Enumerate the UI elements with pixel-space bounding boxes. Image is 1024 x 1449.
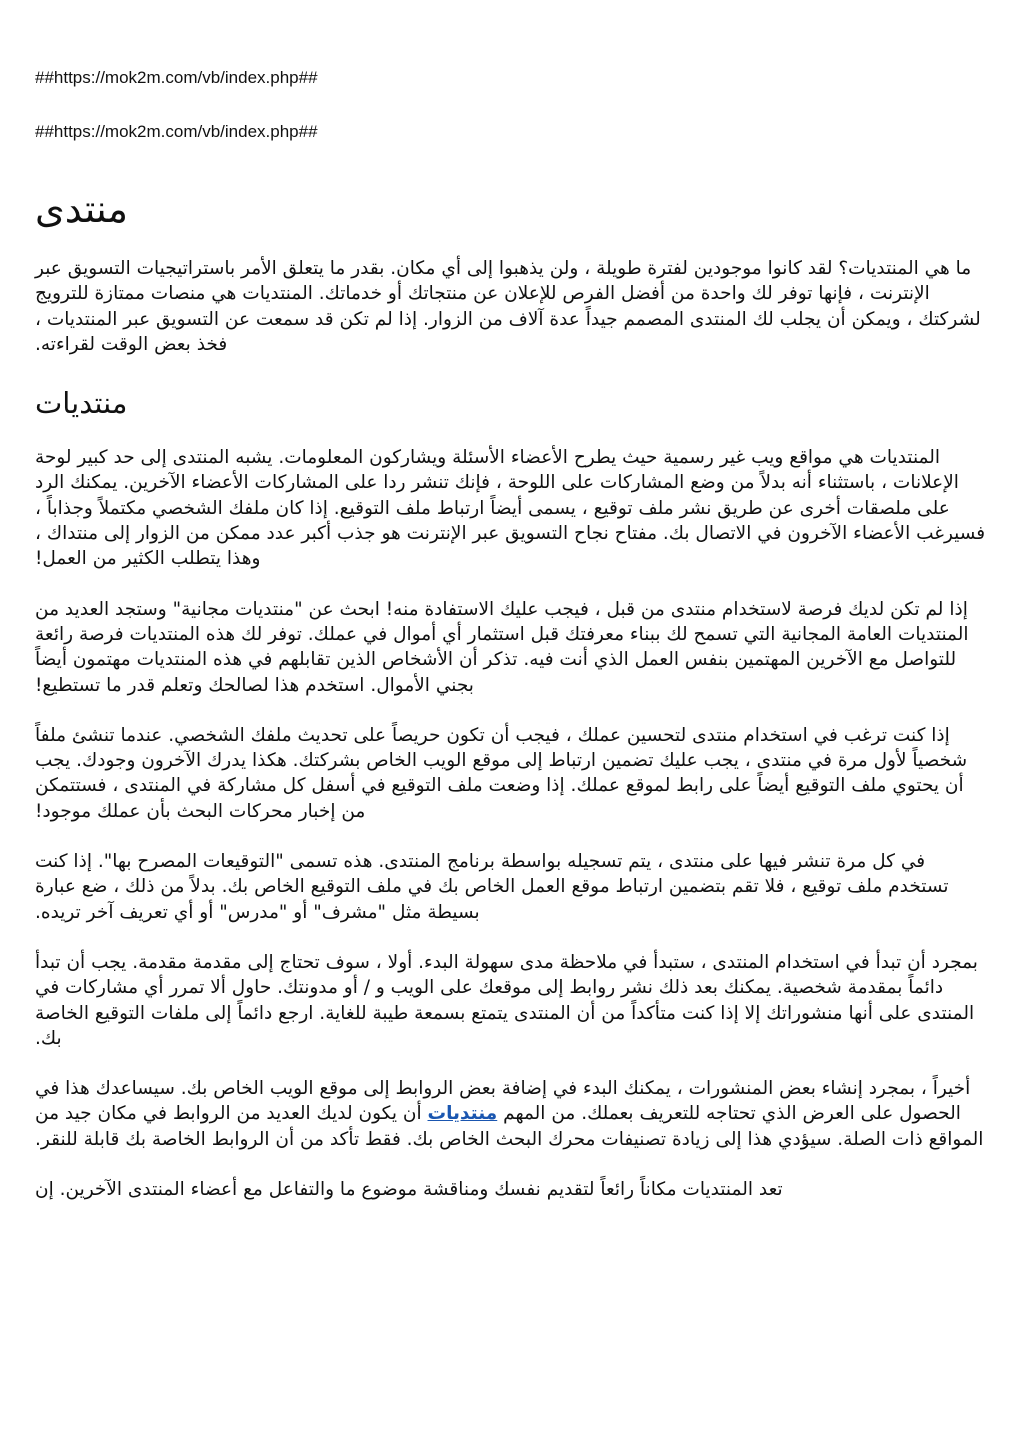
body-paragraph-with-link <box>35 1076 989 1152</box>
body-paragraph: في كل مرة تنشر فيها على منتدى ، يتم تسجيله بواسطة برنامج المنتدى. هذه تسمى "التوقيعات المصرح بها". إذا كنت تستخدم ملف توقيع ، فلا تقم بتضمين ارتباط موقع العمل الخاص بك في ملف التوقيع الخاص بك. بدلاً من ذلك ، ضع عبارة بسيطة مثل "مشرف" أو "مدرس" أو أي تعريف آخر تريده. <box>35 851 949 923</box>
source-url-line: ##https://mok2m.com/vb/index.php## <box>35 122 318 141</box>
body-paragraph: المنتديات هي مواقع ويب غير رسمية حيث يطرح الأعضاء الأسئلة ويشاركون المعلومات. يشبه المنتدى إلى حد كبير لوحة الإعلانات ، باستثناء أنه بدلاً من وضع المشاركات على اللوحة ، فإنك تنشر ردا على المشاركات الأعضاء الآخرين. يمكنك الرد على ملصقات أخرى عن طريق نشر ملف توقيع ، يسمى أيضاً ارتباط ملف التوقيع. إذا كان ملفك الشخصي مكتملاً وجذاباً ، فسيرغب الأعضاء الآخرون في الاتصال بك. مفتاح نجاح التسويق عبر الإنترنت هو جذب أكبر عدد ممكن من الزوار إلى منتداك ، وهذا يتطلب الكثير من العمل! <box>35 447 986 570</box>
body-paragraph: إذا لم تكن لديك فرصة لاستخدام منتدى من قبل ، فيجب عليك الاستفادة منه! ابحث عن "منتديات مجانية" وستجد العديد من المنتديات العامة المجانية التي تسمح لك ببناء معرفتك قبل استثمار أي أموال في عملك. توفر لك هذه المنتديات فرصة رائعة للتواصل مع الآخرين المهتمين بنفس العمل الذي أنت فيه. تذكر أن الأشخاص الذين تقابلهم في هذه المنتديات مهتمون أيضاً بجني الأموال. استخدم هذا لصالحك وتعلم قدر ما تستطيع! <box>35 598 969 696</box>
link-paragraph-after: أن يكون لديك العديد من الروابط في مكان جيد من المواقع ذات الصلة. سيؤدي هذا إلى زيادة تصنيفات محرك البحث الخاص بك. فقط تأكد من أن الروابط الخاصة بك قابلة للنقر. <box>35 1103 984 1150</box>
forums-link[interactable]: منتديات <box>427 1103 498 1125</box>
source-url-line: ##https://mok2m.com/vb/index.php## <box>35 68 318 87</box>
intro-paragraph: ما هي المنتديات؟ لقد كانوا موجودين لفترة طويلة ، ولن يذهبوا إلى أي مكان. بقدر ما يتعلق الأمر باستراتيجيات التسويق عبر الإنترنت ، فإنها توفر لك واحدة من أفضل الفرص للإعلان عن منتجاتك أو خدماتك. المنتديات هي منصات ممتازة للترويج لشركتك ، ويمكن أن يجلب لك المنتدى المصمم جيداً عدة آلاف من الزوار. إذا لم تكن قد سمعت عن التسويق عبر المنتديات ، فخذ بعض الوقت لقراءته. <box>35 258 981 355</box>
article-body <box>35 184 989 1227</box>
section-heading: منتديات <box>35 386 128 421</box>
last-paragraph: تعد المنتديات مكاناً رائعاً لتقديم نفسك ومناقشة موضوع ما والتفاعل مع أعضاء المنتدى الآخرين. إن <box>35 1179 783 1201</box>
link-paragraph-before: أخيراً ، بمجرد إنشاء بعض المنشورات ، يمكنك البدء في إضافة بعض الروابط إلى موقع الويب الخاص بك. سيساعدك هذا في الحصول على العرض الذي تحتاجه للتعريف بعملك. من المهم <box>35 1078 971 1125</box>
body-paragraph: إذا كنت ترغب في استخدام منتدى لتحسين عملك ، فيجب أن تكون حريصاً على تحديث ملفك الشخصي. عندما تنشئ ملفاً شخصياً لأول مرة في منتدى ، يجب عليك تضمين ارتباط إلى موقع الويب الخاص بشركتك. هكذا يدرك الآخرون وجودك. يجب أن يحتوي ملف التوقيع أيضاً على رابط لموقع عملك. إذا وضعت ملف التوقيع في أسفل كل مشاركة في المنتدى ، فستتمكن من إخبار محركات البحث بأن عملك موجود! <box>35 724 968 822</box>
body-paragraph: بمجرد أن تبدأ في استخدام المنتدى ، ستبدأ في ملاحظة مدى سهولة البدء. أولا ، سوف تحتاج إلى مقدمة مقدمة. يجب أن تبدأ دائماً بمقدمة شخصية. يمكنك بعد ذلك نشر روابط إلى موقعك على الويب و / أو مدونتك. حاول ألا تمرر أي مشاركات في المنتدى على أنها منشوراتك إلا إذا كنت متأكداً من أن المنتدى يتمتع بسمعة طيبة للغاية. ارجع دائماً إلى ملفات التوقيع الخاصة بك. <box>35 951 978 1049</box>
page-title: منتدى <box>35 187 128 231</box>
